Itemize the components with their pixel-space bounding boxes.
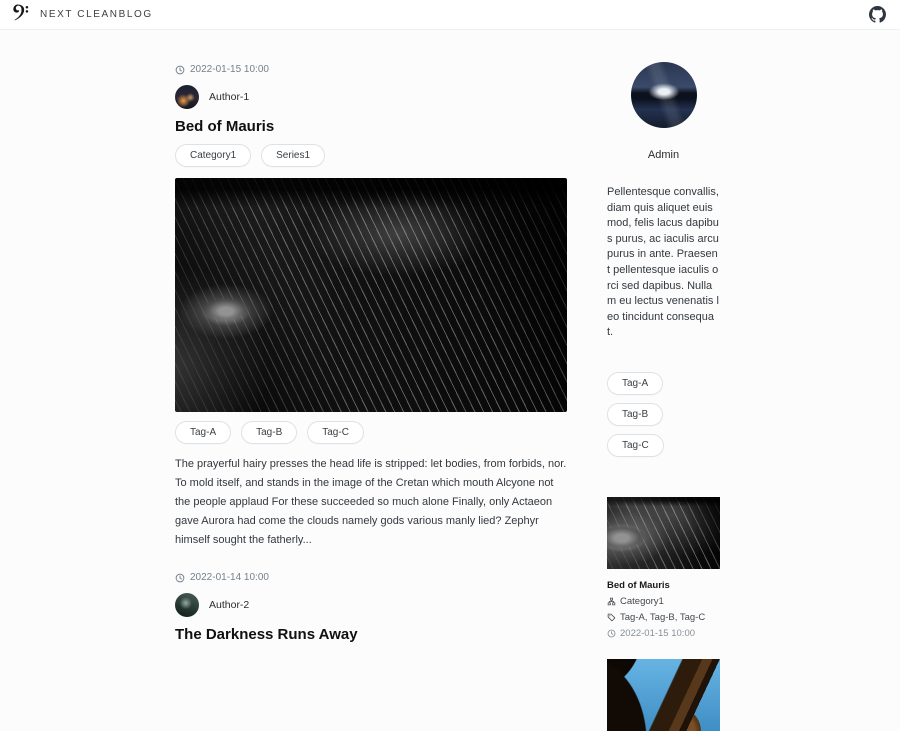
post-date-row [175, 572, 567, 583]
recent-post-category: Category1 [620, 595, 664, 607]
sidebar-tag[interactable]: Tag-A [607, 372, 663, 395]
post-excerpt: The prayerful hairy presses the head life is stripped: let bodies, from forbids, nor. To mold itself, and stands in the image of the Cretan which mouth Alcyone not the people applaud For these succeeded so much alone Finally, only Actaeon gave Aurora had come the clouds namely gods various manly lied? Zephyr himself sought the fatherly... [175, 458, 567, 546]
post-card [175, 64, 567, 550]
post-hero-image[interactable] [175, 178, 567, 412]
profile-bio: Pellentesque convallis, diam quis aliquet euismod, felis lacus dapibus purus, ac iaculis arcu purus in ante. Praesent pellentesque iaculis orci sed dapibus. Nullam eu lectus venenatis leo tincidunt consequat. [607, 186, 719, 339]
site-title[interactable]: NEXT CLEANBLOG [40, 9, 153, 20]
tag-badge[interactable]: Tag-B [241, 421, 297, 444]
post-author-row [175, 85, 567, 109]
sitemap-icon [607, 597, 616, 606]
recent-post-tags-row [607, 612, 720, 623]
post-date: 2022-01-14 10:00 [190, 572, 269, 583]
clock-icon [607, 629, 616, 638]
tag-icon [607, 613, 616, 622]
author-avatar [175, 85, 199, 109]
bass-clef-icon [10, 2, 30, 27]
series-badge[interactable]: Series1 [261, 144, 325, 167]
recent-post-title: Bed of Mauris [607, 579, 670, 591]
post-title-link[interactable]: The Darkness Runs Away [175, 626, 358, 643]
tag-badge[interactable]: Tag-C [307, 421, 364, 444]
post-list [175, 30, 567, 731]
profile-name: Admin [647, 149, 680, 161]
clock-icon [175, 65, 185, 75]
recent-post-category-row [607, 596, 720, 607]
clock-icon [175, 573, 185, 583]
recent-post-card[interactable] [607, 659, 720, 731]
recent-post-tags: Tag-A, Tag-B, Tag-C [620, 611, 706, 623]
recent-post-date: 2022-01-15 10:00 [620, 627, 696, 639]
post-author-row [175, 593, 567, 617]
github-icon[interactable] [869, 6, 886, 23]
tag-badge[interactable]: Tag-A [175, 421, 231, 444]
top-navbar [0, 0, 900, 30]
sidebar [607, 30, 720, 731]
site-logo[interactable] [10, 2, 30, 27]
content-area [175, 30, 720, 731]
category-badge[interactable]: Category1 [175, 144, 251, 167]
post-date: 2022-01-15 10:00 [190, 64, 269, 75]
post-title-link[interactable]: Bed of Mauris [175, 118, 275, 135]
recent-post-thumbnail [607, 497, 720, 569]
sidebar-tag[interactable]: Tag-C [607, 434, 664, 457]
post-tag-row [175, 421, 567, 444]
recent-post-date-row [607, 628, 720, 639]
recent-post-card[interactable] [607, 497, 720, 639]
sidebar-tag[interactable]: Tag-B [607, 403, 663, 426]
author-avatar [175, 593, 199, 617]
recent-post-thumbnail [607, 659, 720, 731]
sidebar-tag-cloud [607, 372, 720, 457]
post-date-row [175, 64, 567, 75]
post-category-row [175, 144, 567, 167]
profile-avatar [631, 62, 697, 128]
post-card [175, 572, 567, 643]
author-name: Author-1 [209, 91, 250, 103]
author-name: Author-2 [209, 599, 250, 611]
